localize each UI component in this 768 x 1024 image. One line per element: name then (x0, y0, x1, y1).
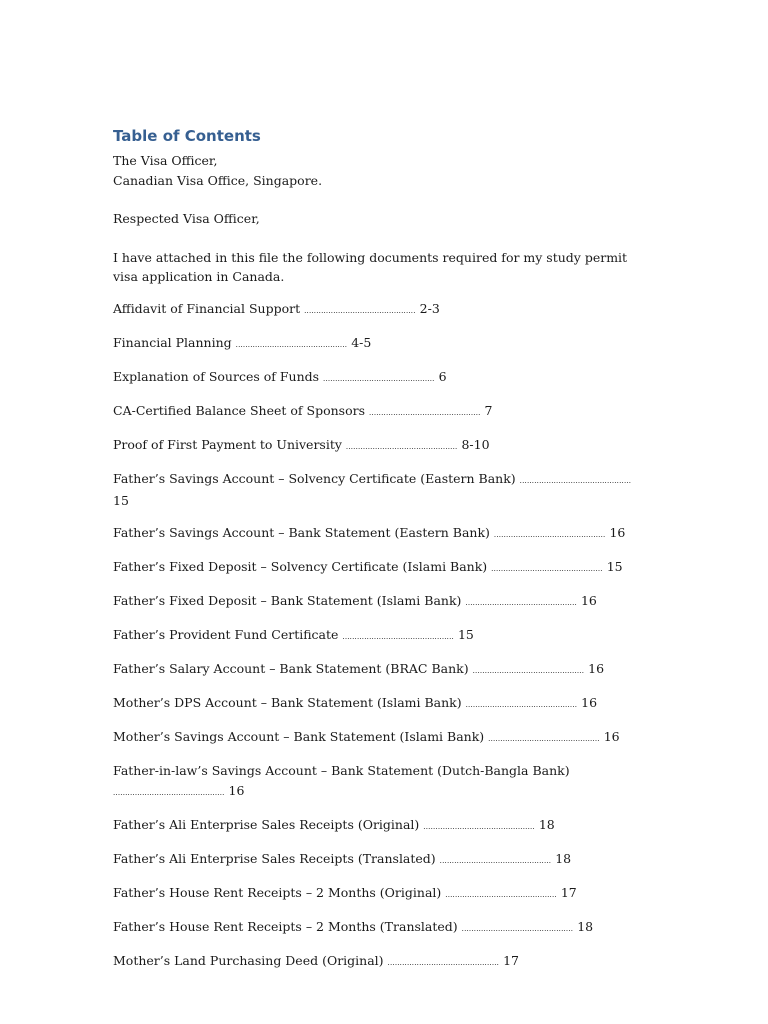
toc-entry (113, 693, 633, 715)
toc-entry-page: 16 (581, 694, 598, 710)
toc-entry-page: 18 (538, 816, 555, 832)
toc-entry-page: 16 (588, 660, 605, 676)
toc-entry-title: Father-in-law’s Savings Account – Bank Statement (Dutch-Bangla Bank) (113, 762, 570, 778)
toc-leader-dots: .............................................. (345, 442, 458, 451)
toc-leader-dots: .............................................. (465, 598, 577, 607)
toc-entry (113, 727, 633, 749)
spacer (113, 229, 653, 248)
toc-entry-title: Mother’s Savings Account – Bank Statement (Islami Bank) (113, 728, 485, 744)
toc-leader-dots: .............................................. (235, 340, 348, 349)
toc-entry-title: Father’s House Rent Receipts – 2 Months (Translated) (113, 918, 458, 934)
toc-entry-title: Financial Planning (113, 334, 232, 350)
toc-leader-dots: .............................................. (304, 306, 416, 315)
toc-entry (113, 951, 633, 973)
toc-entry-title: Father’s Savings Account – Bank Statement (Eastern Bank) (113, 524, 490, 540)
toc-leader-dots: .............................................. (387, 958, 500, 967)
toc-entry-page: 18 (577, 918, 594, 934)
intro-paragraph: I have attached in this file the following documents required for my study permit visa application in Canada. (113, 249, 628, 284)
toc-entry-page: 7 (484, 402, 493, 418)
toc-leader-dots: .............................................. (439, 856, 552, 865)
toc-leader-dots: .............................................. (519, 476, 632, 485)
toc-entry-title: CA-Certified Balance Sheet of Sponsors (113, 402, 365, 418)
toc-entry (113, 883, 633, 905)
toc-entry-page: 16 (603, 728, 620, 744)
toc-leader-dots: .............................................. (488, 734, 600, 743)
toc-entry-page: 8-10 (461, 436, 490, 452)
toc-entry-page: 16 (609, 524, 626, 540)
toc-entry (113, 591, 633, 613)
toc-entry (113, 761, 633, 803)
toc-entry-page: 16 (580, 592, 597, 608)
toc-leader-dots: .............................................. (342, 632, 454, 641)
toc-entry (113, 815, 633, 837)
toc-heading: Table of Contents (113, 127, 261, 145)
toc-leader-dots: .............................................. (423, 822, 535, 831)
toc-entry-page: 6 (438, 368, 447, 384)
toc-entry-page: 18 (555, 850, 572, 866)
toc-leader-dots: .............................................. (461, 924, 574, 933)
toc-entry (113, 917, 633, 939)
toc-entry (113, 401, 633, 423)
toc-entry-title: Proof of First Payment to University (113, 436, 342, 452)
toc-entry-title: Affidavit of Financial Support (113, 300, 301, 316)
toc-entry-title: Father’s Provident Fund Certificate (113, 626, 339, 642)
toc-entry (113, 523, 633, 545)
toc-entry-title: Mother’s DPS Account – Bank Statement (Islami Bank) (113, 694, 462, 710)
toc-entry-title: Father’s Salary Account – Bank Statement (BRAC Bank) (113, 660, 469, 676)
toc-entry-page: 17 (503, 952, 519, 968)
toc-entry-page: 17 (560, 884, 577, 900)
toc-entry-title: Father’s House Rent Receipts – 2 Months (Original) (113, 884, 442, 900)
toc-entry-page: 15 (457, 626, 474, 642)
toc-entry-title: Father’s Ali Enterprise Sales Receipts (Original) (113, 816, 420, 832)
toc-leader-dots: .............................................. (465, 700, 578, 709)
toc-entry-title: Explanation of Sources of Funds (113, 368, 320, 384)
toc-entry (113, 333, 633, 355)
toc-entry-page: 15 (113, 492, 129, 508)
toc-entry (113, 435, 633, 457)
toc-entry-page: 15 (606, 558, 623, 574)
toc-list (113, 299, 653, 973)
toc-entry-title: Father’s Ali Enterprise Sales Receipts (Translated) (113, 850, 436, 866)
toc-entry (113, 469, 633, 511)
toc-entry (113, 659, 633, 681)
toc-entry (113, 625, 633, 647)
toc-leader-dots: .............................................. (113, 788, 225, 797)
recipient-line-2: Canadian Visa Office, Singapore. (113, 172, 323, 188)
toc-entry-page: 4-5 (351, 334, 372, 350)
toc-entry-page: 2-3 (419, 300, 440, 316)
toc-entry (113, 849, 633, 871)
document-page (113, 125, 653, 985)
toc-leader-dots: .............................................. (368, 408, 481, 417)
salutation: Respected Visa Officer, (113, 211, 260, 226)
toc-entry-title: Mother’s Land Purchasing Deed (Original) (113, 952, 384, 968)
toc-entry-page: 16 (228, 782, 245, 798)
toc-leader-dots: .............................................. (323, 374, 435, 383)
toc-entry-title: Father’s Savings Account – Solvency Certificate (Eastern Bank) (113, 470, 516, 486)
toc-entry (113, 557, 633, 579)
spacer (113, 190, 653, 209)
recipient-line-1: The Visa Officer, (113, 153, 218, 168)
toc-leader-dots: .............................................. (472, 666, 585, 675)
toc-leader-dots: .............................................. (493, 530, 606, 539)
toc-entry (113, 299, 633, 321)
toc-entry (113, 367, 633, 389)
toc-leader-dots: .............................................. (491, 564, 603, 573)
toc-leader-dots: .............................................. (445, 890, 557, 899)
toc-entry-title: Father’s Fixed Deposit – Bank Statement (Islami Bank) (113, 592, 462, 608)
toc-entry-title: Father’s Fixed Deposit – Solvency Certificate (Islami Bank) (113, 558, 488, 574)
